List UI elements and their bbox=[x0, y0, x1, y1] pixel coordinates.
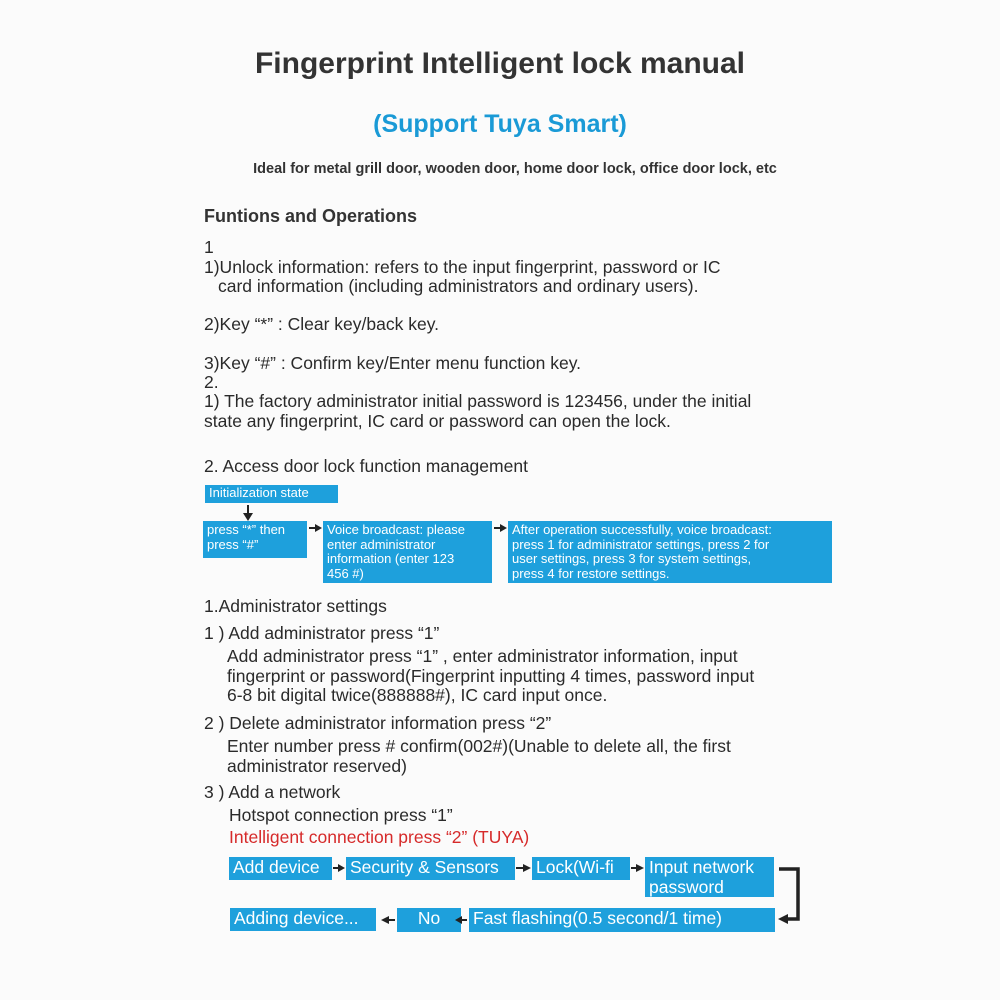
after-line-2: press 1 for administrator settings, press 2 for bbox=[512, 536, 770, 552]
after-line-3: user settings, press 3 for system settings, bbox=[512, 551, 752, 566]
lock-wifi-label: Lock(Wi-fi bbox=[536, 857, 614, 877]
arrow-voice-after-head bbox=[500, 524, 507, 532]
after-line-1: After operation successfully, voice broadcast: bbox=[512, 522, 772, 537]
section-heading: Funtions and Operations bbox=[204, 206, 418, 226]
voice-line-3: information (enter 123 bbox=[327, 551, 455, 566]
arrow-add-security-head bbox=[338, 864, 345, 872]
voice-line-2: enter administrator bbox=[327, 536, 436, 552]
fast-flashing-box bbox=[469, 908, 775, 932]
after-line-4: press 4 for restore settings. bbox=[512, 565, 670, 581]
arrow-no-adding-head bbox=[381, 916, 389, 924]
no-box bbox=[397, 908, 461, 932]
add-admin-line-3: 6-8 bit digital twice(888888#), IC card input once. bbox=[227, 685, 608, 705]
tagline: Ideal for metal grill door, wooden door, home door lock, office door lock, etc bbox=[253, 161, 777, 177]
lock-wifi-box bbox=[532, 857, 630, 880]
page-title: Fingerprint Intelligent lock manual bbox=[254, 47, 746, 80]
delete-admin-line-2: administrator reserved) bbox=[227, 756, 407, 776]
unlock-info-line-2: card information (including administrators and ordinary users). bbox=[218, 276, 699, 296]
key-star-line: 2)Key “*” : Clear key/back key. bbox=[204, 314, 440, 334]
intro-number-2: 2. bbox=[204, 372, 219, 392]
init-state-box bbox=[205, 485, 338, 503]
press-keys-line-2: press “#” bbox=[207, 536, 259, 552]
init-state-label: Initialization state bbox=[209, 485, 309, 500]
bracket-connector-head bbox=[778, 914, 788, 924]
add-network-title: 3 ) Add a network bbox=[204, 782, 341, 802]
fast-flashing-label: Fast flashing(0.5 second/1 time) bbox=[473, 908, 723, 928]
add-admin-line-1: Add administrator press “1” , enter administrator information, input bbox=[227, 646, 738, 666]
press-keys-line-1: press “*” then bbox=[207, 522, 286, 537]
add-device-box bbox=[229, 857, 332, 880]
input-network-box bbox=[645, 857, 774, 897]
no-label: No bbox=[417, 908, 441, 928]
security-sensors-box bbox=[346, 857, 515, 880]
unlock-info-line-1: 1)Unlock information: refers to the input fingerprint, password or IC bbox=[204, 257, 721, 277]
arrow-security-lock-head bbox=[523, 864, 531, 872]
admin-settings-heading: 1.Administrator settings bbox=[204, 596, 387, 616]
arrow-lock-input-head bbox=[636, 864, 644, 872]
key-hash-line: 3)Key “#” : Confirm key/Enter menu function key. bbox=[204, 353, 582, 373]
input-network-line-1: Input network bbox=[649, 857, 755, 877]
bracket-connector bbox=[779, 869, 798, 919]
voice-line-1: Voice broadcast: please bbox=[327, 522, 466, 537]
intro-number-1: 1 bbox=[204, 237, 214, 257]
arrow-down-init-head bbox=[243, 513, 253, 521]
page-subtitle: (Support Tuya Smart) bbox=[373, 110, 627, 138]
security-sensors-label: Security & Sensors bbox=[350, 857, 499, 877]
arrow-press-voice-head bbox=[315, 524, 322, 532]
adding-device-label: Adding device... bbox=[234, 908, 359, 928]
intelligent-line: Intelligent connection press “2” (TUYA) bbox=[229, 827, 530, 847]
access-heading: 2. Access door lock function management bbox=[204, 456, 528, 476]
delete-admin-title: 2 ) Delete administrator information press “2” bbox=[204, 713, 552, 733]
voice-broadcast-box bbox=[323, 521, 492, 583]
factory-line-2: state any fingerprint, IC card or password can open the lock. bbox=[204, 411, 671, 431]
press-keys-box bbox=[203, 521, 307, 558]
input-network-line-2: password bbox=[649, 877, 724, 897]
delete-admin-line-1: Enter number press # confirm(002#)(Unable to delete all, the first bbox=[227, 736, 731, 756]
add-device-label: Add device bbox=[233, 857, 320, 877]
after-operation-box bbox=[508, 521, 832, 583]
factory-line-1: 1) The factory administrator initial password is 123456, under the initial bbox=[204, 391, 752, 411]
hotspot-line: Hotspot connection press “1” bbox=[229, 805, 453, 825]
add-admin-line-2: fingerprint or password(Fingerprint inputting 4 times, password input bbox=[227, 666, 755, 686]
adding-device-box bbox=[230, 908, 376, 931]
add-admin-title: 1 ) Add administrator press “1” bbox=[204, 623, 440, 643]
voice-line-4: 456 #) bbox=[327, 565, 364, 581]
